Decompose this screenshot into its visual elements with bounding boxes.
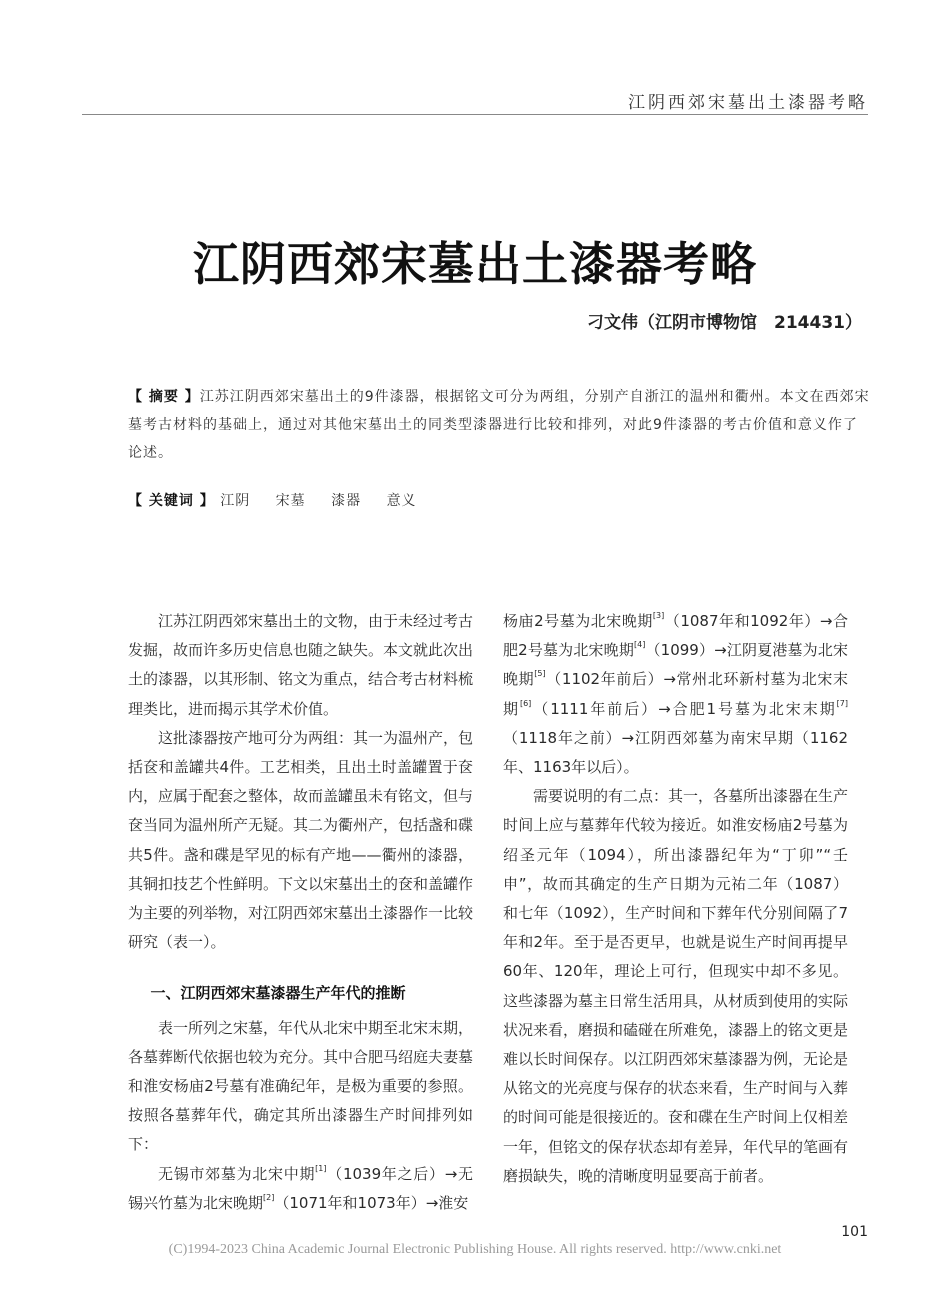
abstract-text: 江苏江阴西郊宋墓出土的9件漆器，根据铭文可分为两组，分别产自浙江的温州和衢州。本文在西郊宋墓考古材料的基础上，通过对其他宋墓出土的同类型漆器进行比较和排列，对此9件漆器的考古价值和意义作了论述。 (128, 389, 870, 461)
citation-ref[interactable]: [4] (633, 640, 646, 650)
body-paragraph: 需要说明的有二点：其一，各墓所出漆器在生产时间上应与墓葬年代较为接近。如淮安杨庙2号墓为绍圣元年（1094），所出漆器纪年为“丁卯”“壬申”，故而其确定的生产日期为元祐二年（1087）和七年（1092），生产时间和下葬年代分别间隔了7年和2年。至于是否更早，也就是说生产时间再提早60年、120年，理论上可行，但现实中却不多见。这些漆器为墓主日常生活用具，从材质到使用的实际状况来看，磨损和磕碰在所难免，漆器上的铭文更是难以长时间保存。以江阴西郊宋墓漆器为例，无论是从铭文的光亮度与保存的状态来看，生产时间与入葬的时间可能是很接近的。奁和碟在生产时间上仅相差一年，但铭文的保存状态却有差异，年代早的笔画有磨损缺失，晚的清晰度明显要高于前者。 (503, 787, 849, 1185)
text-run: 杨庙2号墓为北宋晚期 (503, 612, 653, 630)
text-run: （1087年和1092年）→合肥2号墓为北宋晚期 (503, 612, 848, 660)
text-run: （1111年前后）→合肥1号墓为北宋末期 (531, 699, 837, 718)
keywords-label: 【 关键词 】 (128, 493, 215, 509)
body-paragraph (128, 1160, 473, 1218)
copyright-footer: (C)1994-2023 China Academic Journal Electronic Publishing House. All rights reserved. http://www.cnki.net (168, 1242, 782, 1257)
citation-ref[interactable]: [5] (534, 669, 546, 679)
text-run: （1071年和1073年）→淮安 (274, 1193, 469, 1212)
section-heading: 一、江阴西郊宋墓漆器生产年代的推断 (150, 984, 406, 1003)
citation-ref[interactable]: [3] (652, 611, 665, 620)
text-run: （1102年前后）→常州北环新村墓为北宋末期 (503, 670, 848, 718)
running-head: 江阴西郊宋墓出土漆器考略 (628, 93, 868, 113)
abstract (128, 383, 870, 467)
text-run: （1118年之前）→江阴西郊墓为南宋早期（1162年、1163年以后）。 (503, 728, 848, 777)
text-run: （1099）→江阴夏港墓为北宋晚期 (503, 641, 848, 689)
citation-ref[interactable]: [1] (315, 1163, 327, 1173)
keywords (128, 490, 437, 510)
keyword: 意义 (386, 493, 417, 509)
page-number: 101 (841, 1224, 868, 1240)
keyword: 江阴 (220, 493, 251, 509)
body-paragraph: 表一所列之宋墓，年代从北宋中期至北宋末期，各墓葬断代依据也较为充分。其中合肥马绍庭夫妻墓和淮安杨庙2号墓有准确纪年，是极为重要的参照。按照各墓葬年代，确定其所出漆器生产时间排列如下： (128, 1018, 474, 1154)
right-column (503, 607, 848, 1191)
text-run: （1039年之后）→无锡兴竹墓为北宋晚期 (128, 1164, 473, 1212)
text-run: 无锡市郊墓为北宋中期 (158, 1164, 316, 1183)
body-paragraph (503, 607, 848, 782)
keyword: 宋墓 (275, 493, 306, 509)
author-affiliation: 刁文伟（江阴市博物馆 214431） (587, 313, 862, 333)
citation-ref[interactable]: [7] (836, 698, 848, 708)
citation-ref[interactable]: [2] (263, 1192, 275, 1202)
left-column (128, 607, 473, 1218)
article-title: 江阴西郊宋墓出土漆器考略 (193, 237, 757, 291)
keyword: 漆器 (331, 493, 362, 509)
body-paragraph: 这批漆器按产地可分为两组：其一为温州产，包括奁和盖罐共4件。工艺相类，且出土时盖罐置于奁内，应属于配套之整体，故而盖罐虽未有铭文，但与奁当同为温州所产无疑。其二为衢州产，包括盏和碟共5件。盏和碟是罕见的标有产地——衢州的漆器，其铜扣技艺个性鲜明。下文以宋墓出土的奁和盖罐作为主要的列举物，对江阴西郊宋墓出土漆器作一比较研究（表一）。 (128, 728, 474, 952)
body-paragraph: 江苏江阴西郊宋墓出土的文物，由于未经过考古发掘，故而许多历史信息也随之缺失。本文就此次出土的漆器，以其形制、铭文为重点，结合考古材料梳理类比，进而揭示其学术价值。 (128, 612, 474, 718)
citation-ref[interactable]: [6] (519, 698, 532, 708)
header-rule (82, 114, 868, 115)
abstract-label: 【 摘要 】 (128, 389, 200, 405)
